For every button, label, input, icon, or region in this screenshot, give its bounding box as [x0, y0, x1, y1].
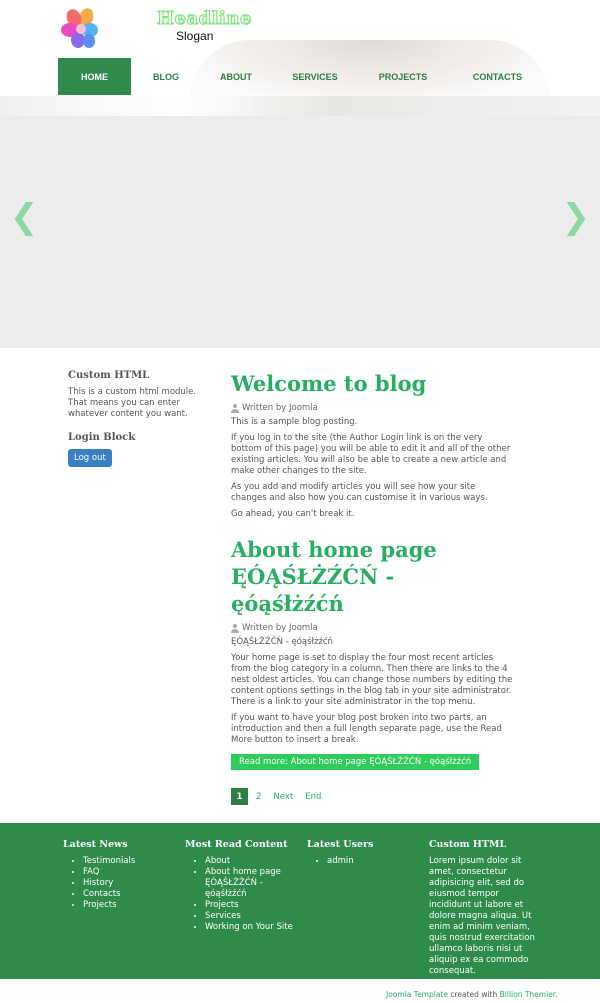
footer-link[interactable]: • History: [83, 878, 135, 889]
user-icon: [231, 404, 239, 413]
joomla-template-link[interactable]: Joomla Template: [386, 990, 448, 999]
footer-most-read-title: Most Read Content: [185, 839, 288, 850]
footer-link[interactable]: • About: [205, 856, 295, 867]
page-2-link[interactable]: 2: [256, 791, 262, 802]
article-author: Written by Joomla: [242, 403, 318, 413]
login-block-title: Login Block: [68, 432, 136, 443]
article-meta: [231, 403, 513, 413]
footer: [0, 823, 600, 979]
article-meta: [231, 623, 513, 633]
article-paragraph: As you add and modify articles you will see how your site changes and also how you can customise it in various ways.: [231, 482, 488, 503]
site-headline[interactable]: Headline: [157, 8, 252, 29]
article-author: Written by Joomla: [242, 623, 318, 633]
footer-custom-html-title: Custom HTML: [429, 839, 507, 850]
footer-link[interactable]: • About home page ĘÓĄŚŁŻŹĆŃ - ęóąśłżźćń: [205, 867, 295, 900]
article: [231, 370, 513, 520]
page-end-link[interactable]: End: [305, 791, 322, 802]
site-slogan: Slogan: [176, 29, 214, 43]
article-paragraph: This is a sample blog posting.: [231, 417, 358, 427]
nav-item-services[interactable]: SERVICES: [292, 71, 338, 82]
article-paragraph: If you want to have your blog post broken into two parts, an introduction and then a full length separate page, use the Read More button to insert a break.: [231, 713, 502, 745]
footer-link[interactable]: • FAQ: [83, 867, 135, 878]
nav-item-blog[interactable]: BLOG: [153, 71, 179, 82]
footer-link[interactable]: • Contacts: [83, 889, 135, 900]
footer-link[interactable]: • Testimonials: [83, 856, 135, 867]
article-title[interactable]: Welcome to blog: [231, 371, 427, 396]
image-slider: [0, 96, 600, 348]
footer-link[interactable]: • Projects: [205, 900, 295, 911]
article-title[interactable]: About home page ĘÓĄŚŁŻŹĆŃ - ęóąśłżźćń: [231, 537, 437, 616]
read-more-button[interactable]: Read more: About home page ĘÓĄŚŁŻŹĆŃ - ęóąśłżźćń: [231, 754, 479, 770]
footer-latest-news: [63, 839, 135, 911]
credit-line: [386, 990, 558, 999]
credit-text: created with: [447, 990, 500, 999]
main-content: [231, 370, 513, 805]
billion-themler-link[interactable]: Billion Themler: [499, 990, 556, 999]
footer-latest-users-title: Latest Users: [307, 839, 374, 850]
nav-item-about[interactable]: ABOUT: [220, 71, 252, 82]
header: [0, 0, 600, 96]
footer-latest-users: [307, 839, 373, 867]
footer-link[interactable]: • admin: [327, 856, 373, 867]
custom-html-text: This is a custom html module. That means you can enter whatever content you want.: [68, 387, 197, 419]
slider-next-arrow-icon[interactable]: ❯: [561, 197, 590, 237]
sidebar: [68, 370, 208, 467]
flower-logo-icon[interactable]: [60, 6, 102, 52]
footer-custom-html: [429, 839, 539, 977]
footer-most-read: [185, 839, 295, 933]
footer-custom-html-text: Lorem ipsum dolor sit amet, consectetur adipisicing elit, sed do eiusmod tempor incididunt ut labore et dolore magna aliqua. Ut enim ad minim veniam, quis nostrud exercitation ullamco laboris nisi ut aliquip ex ea commodo consequat.: [429, 856, 535, 976]
article: [231, 536, 513, 770]
slider-prev-arrow-icon[interactable]: ❮: [10, 197, 39, 237]
footer-latest-news-title: Latest News: [63, 839, 128, 850]
nav-item-projects[interactable]: PROJECTS: [378, 71, 428, 82]
article-paragraph: If you log in to the site (the Author Login link is on the very bottom of this page) you will be able to edit it and all of the other existing articles. You will also be able to create a new article and make other changes to the site.: [231, 433, 511, 476]
credit-end: .: [555, 990, 558, 999]
nav-item-home[interactable]: HOME: [58, 58, 131, 95]
slider-image-strip: [0, 96, 600, 116]
footer-link[interactable]: • Projects: [83, 900, 135, 911]
user-icon: [231, 624, 239, 633]
page-current[interactable]: 1: [231, 788, 248, 805]
article-paragraph: Go ahead, you can't break it.: [231, 509, 355, 519]
custom-html-title: Custom HTML: [68, 370, 150, 381]
footer-link[interactable]: • Services: [205, 911, 295, 922]
logout-button[interactable]: Log out: [68, 449, 112, 467]
footer-link[interactable]: • Working on Your Site: [205, 922, 295, 933]
pagination: [231, 788, 513, 805]
main-nav: [58, 58, 548, 95]
article-paragraph: ĘÓĄŚŁŻŹĆŃ - ęóąśłżźćń: [231, 637, 333, 647]
article-paragraph: Your home page is set to display the four most recent articles from the blog category in a column. Then there are links to the 4 nest oldest articles. You can change those numbers by editing the content options settings in the blog tab in your site administrator. There is a link to your site administrator in the top menu.: [231, 653, 513, 707]
page-next-link[interactable]: Next: [273, 791, 294, 802]
nav-item-contacts[interactable]: CONTACTS: [472, 71, 523, 82]
